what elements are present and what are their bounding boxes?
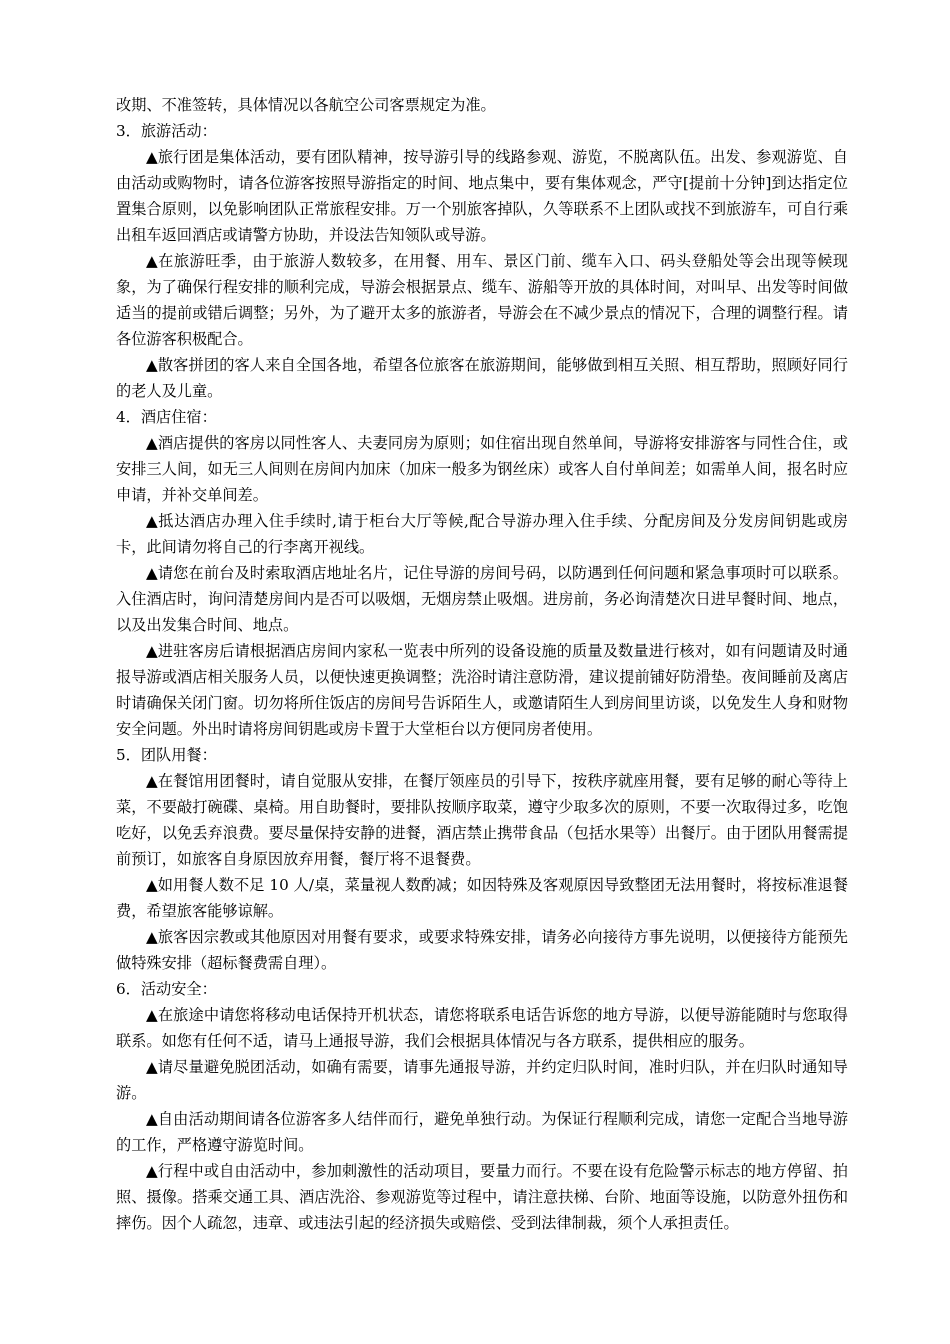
paragraph: ▲行程中或自由活动中，参加刺激性的活动项目，要量力而行。不要在设有危险警示标志的地方停留、拍照、摄像。搭乘交通工具、酒店洗浴、参观游览等过程中，请注意扶梯、台阶、地面等设施，以防意外扭伤和摔伤。因个人疏忽，违章、或违法引起的经济损失或赔偿、受到法律制裁，须个人承担责任。 — [116, 1162, 848, 1232]
paragraph: ▲在旅游旺季，由于旅游人数较多，在用餐、用车、景区门前、缆车入口、码头登船处等会出现等候现象，为了确保行程安排的顺利完成，导游会根据景点、缆车、游船等开放的具体时间，对叫早、出发等时间做适当的提前或错后调整；另外，为了避开太多的旅游者，导游会在不减少景点的情况下，合理的调整行程。请各位游客积极配合。 — [116, 252, 848, 348]
paragraph: ▲自由活动期间请各位游客多人结伴而行，避免单独行动。为保证行程顺利完成，请您一定配合当地导游的工作，严格遵守游览时间。 — [116, 1110, 848, 1154]
continuation-text: 改期、不准签转，具体情况以各航空公司客票规定为准。 — [116, 96, 496, 114]
paragraph: ▲在旅途中请您将移动电话保持开机状态，请您将联系电话告诉您的地方导游，以便导游能随时与您取得联系。如您有任何不适，请马上通报导游，我们会根据具体情况与各方联系，提供相应的服务。 — [116, 1006, 848, 1050]
paragraph: ▲如用餐人数不足 10 人/桌，菜量视人数酌减；如因特殊及客观原因导致整团无法用餐时，将按标准退餐费，希望旅客能够谅解。 — [116, 876, 848, 920]
document-page — [116, 92, 848, 1236]
paragraph: ▲旅行团是集体活动，要有团队精神，按导游引导的线路参观、游览，不脱离队伍。出发、参观游览、自由活动或购物时，请各位游客按照导游指定的时间、地点集中，要有集体观念，严守[提前十分钟]到达指定位置集合原则，以免影响团队正常旅程安排。万一个别旅客掉队，久等联系不上团队或找不到旅游车，可自行乘出租车返回酒店或请警方协助，并设法告知领队或导游。 — [116, 148, 848, 244]
paragraph: ▲进驻客房后请根据酒店房间内家私一览表中所列的设备设施的质量及数量进行核对，如有问题请及时通报导游或酒店相关服务人员，以便快速更换调整；洗浴时请注意防滑，建议提前铺好防滑垫。夜间睡前及离店时请确保关闭门窗。切勿将所住饭店的房间号告诉陌生人，或邀请陌生人到房间里访谈，以免发生人身和财物安全问题。外出时请将房间钥匙或房卡置于大堂柜台以方便同房者使用。 — [116, 642, 848, 738]
paragraph: ▲请尽量避免脱团活动，如确有需要，请事先通报导游，并约定归队时间，准时归队，并在归队时通知导游。 — [116, 1058, 848, 1102]
section-heading-group-dining: 5．团队用餐： — [116, 746, 217, 764]
paragraph: ▲散客拼团的客人来自全国各地，希望各位旅客在旅游期间，能够做到相互关照、相互帮助，照顾好同行的老人及儿童。 — [116, 356, 848, 400]
section-heading-activity-safety: 6．活动安全： — [116, 980, 217, 998]
paragraph: ▲抵达酒店办理入住手续时,请于柜台大厅等候,配合导游办理入住手续、分配房间及分发房间钥匙或房卡，此间请勿将自己的行李离开视线。 — [116, 512, 848, 556]
paragraph: ▲旅客因宗教或其他原因对用餐有要求，或要求特殊安排，请务必向接待方事先说明，以便接待方能预先做特殊安排（超标餐费需自理）。 — [116, 928, 848, 972]
paragraph: ▲请您在前台及时索取酒店地址名片，记住导游的房间号码，以防遇到任何问题和紧急事项时可以联系。入住酒店时，询问清楚房间内是否可以吸烟，无烟房禁止吸烟。进房前，务必询清楚次日进早餐时间、地点，以及出发集合时间、地点。 — [116, 564, 848, 634]
section-heading-hotel: 4．酒店住宿： — [116, 408, 217, 426]
section-heading-tour-activities: 3．旅游活动： — [116, 122, 217, 140]
paragraph: ▲酒店提供的客房以同性客人、夫妻同房为原则；如住宿出现自然单间，导游将安排游客与同性合住，或安排三人间，如无三人间则在房间内加床（加床一般多为钢丝床）或客人自付单间差；如需单人间，报名时应申请，并补交单间差。 — [116, 434, 848, 504]
paragraph: ▲在餐馆用团餐时，请自觉服从安排，在餐厅领座员的引导下，按秩序就座用餐，要有足够的耐心等待上菜，不要敲打碗碟、桌椅。用自助餐时，要排队按顺序取菜，遵守少取多次的原则，不要一次取得过多，吃饱吃好，以免丢弃浪费。要尽量保持安静的进餐，酒店禁止携带食品（包括水果等）出餐厅。由于团队用餐需提前预订，如旅客自身原因放弃用餐，餐厅将不退餐费。 — [116, 772, 848, 868]
